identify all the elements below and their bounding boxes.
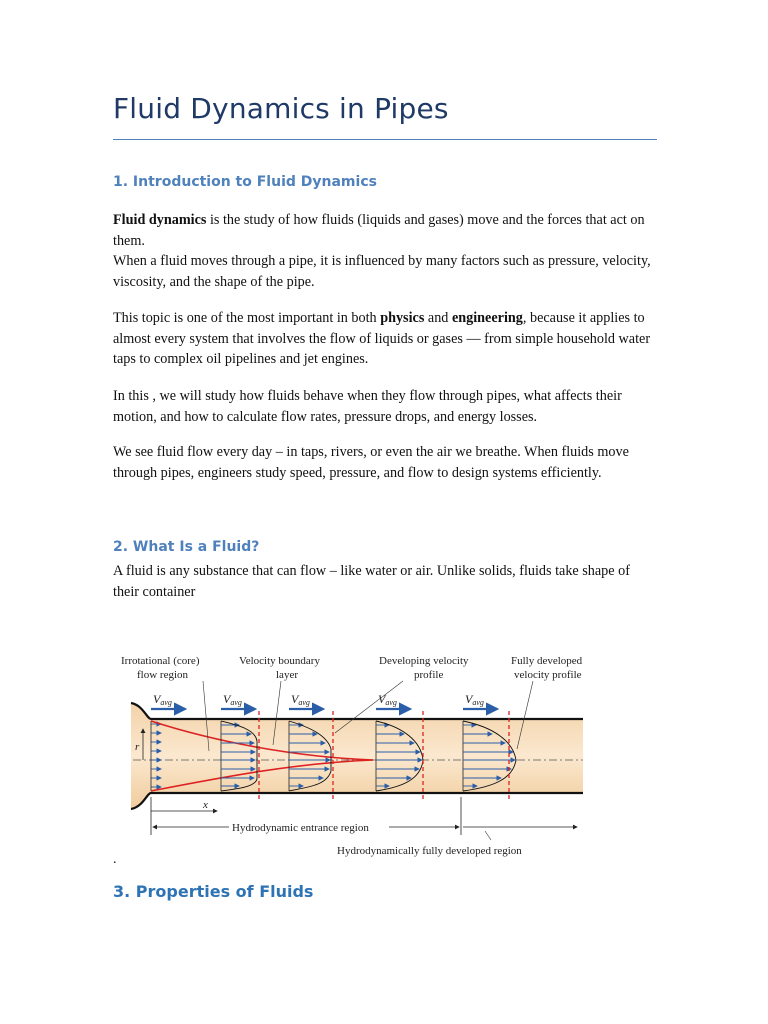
v-avg-label-5: V (465, 692, 473, 706)
entrance-region-label: Hydrodynamic entrance region (232, 822, 369, 834)
intro-paragraph-2 (113, 308, 658, 370)
intro-paragraph-2-text-a: This topic is one of the most important in both (113, 310, 381, 326)
intro-paragraph-1-text: is the study of how fluids (liquids and gases) move and the forces that act on them. (113, 212, 645, 249)
section-heading-introduction: 1. Introduction to Fluid Dynamics (113, 174, 377, 190)
intro-paragraph-1-line2: When a fluid moves through a pipe, it is influenced by many factors such as pressure, velocity, viscosity, and the shape of the pipe. (113, 253, 651, 290)
svg-text:Vavg (291, 692, 310, 707)
label-boundary-line2: layer (276, 669, 298, 681)
fluid-dynamics-term: Fluid dynamics (113, 212, 207, 228)
intro-paragraph-1 (113, 210, 658, 292)
label-boundary-line1: Velocity boundary (239, 655, 320, 667)
v-avg-label-1: V (153, 692, 161, 706)
section-heading-what-is-fluid: 2. What Is a Fluid? (113, 539, 260, 555)
v-avg-label-4: V (378, 692, 386, 706)
v-avg-label-3: V (291, 692, 299, 706)
pipe-top-wall (131, 703, 583, 719)
fluid-definition-paragraph: A fluid is any substance that can flow – like water or air. Unlike solids, fluids take shape of their container (113, 563, 630, 600)
label-developing-line1: Developing velocity (379, 655, 469, 667)
svg-text:Vavg (153, 692, 172, 707)
label-core-line2: flow region (137, 669, 189, 681)
intro-paragraph-2-text-c: and (424, 310, 452, 326)
v-avg-sub-3: avg (298, 698, 310, 707)
svg-text:Vavg (223, 692, 242, 707)
v-avg-sub-1: avg (160, 698, 172, 707)
pipe-velocity-profile-figure (113, 645, 583, 860)
v-avg-labels (153, 692, 484, 707)
v-avg-sub-2: avg (230, 698, 242, 707)
intro-paragraph-4: We see fluid flow every day – in taps, rivers, or even the air we breathe. When fluids move through pipes, engineers study speed, pressure, and flow to design systems efficiently. (113, 444, 629, 481)
label-developing-line2: profile (414, 669, 444, 681)
developed-leader-line (485, 831, 491, 840)
intro-paragraph-3: In this , we will study how fluids behave when they flow through pipes, what affects their motion, and how to calculate flow rates, pressure drops, and energy losses. (113, 388, 622, 425)
r-axis-label: r (135, 741, 140, 753)
pipe-bottom-wall (131, 793, 583, 809)
label-developed-line2: velocity profile (514, 669, 582, 681)
intro-paragraph-2-text-e: , because it applies to almost every system that involves the flow of liquids or gases — from simple household water taps to complex oil pipelines and jet engines. (113, 310, 651, 367)
v-avg-sub-4: avg (385, 698, 397, 707)
engineering-term: engineering (451, 310, 523, 326)
svg-text:Vavg (465, 692, 484, 707)
developed-region-label: Hydrodynamically fully developed region (337, 845, 522, 857)
x-axis-label: x (203, 799, 208, 811)
stray-period: . (113, 852, 117, 867)
section-heading-properties: 3. Properties of Fluids (113, 882, 314, 901)
svg-text:Vavg (378, 692, 397, 707)
v-avg-sub-5: avg (472, 698, 484, 707)
physics-term: physics (380, 310, 425, 326)
label-developed-line1: Fully developed (511, 655, 583, 667)
title-divider (113, 139, 657, 140)
label-core-line1: Irrotational (core) (121, 655, 200, 667)
page-title: Fluid Dynamics in Pipes (113, 92, 449, 125)
v-avg-label-2: V (223, 692, 231, 706)
